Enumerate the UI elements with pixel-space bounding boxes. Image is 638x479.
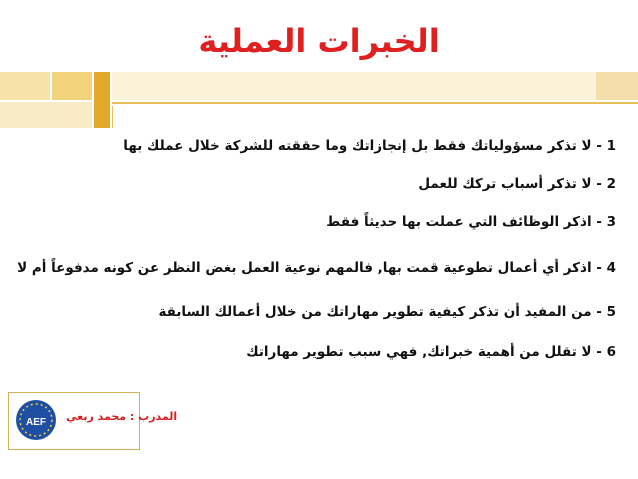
decorative-grid-band [0,72,638,128]
item-text: لا تذكر أسباب تركك للعمل [418,176,592,192]
list-item [246,344,616,360]
item-text: من المفيد أن تذكر كيفية تطوير مهاراتك من خلال أعمالك السابقة [158,304,592,320]
item-number: 5 - [596,304,616,320]
list-item [123,138,616,154]
list-item [418,176,616,192]
list-item [326,214,616,230]
item-number: 2 - [596,176,616,192]
list-item [17,260,616,276]
list-item [158,304,616,320]
item-text: اذكر الوظائف التي عملت بها حديثاً فقط [326,214,592,230]
aef-logo [14,398,58,442]
slide-title: الخبرات العملية [198,22,440,60]
item-number: 1 - [596,138,616,154]
item-number: 4 - [596,260,616,276]
logo-text: AEF [26,417,46,428]
item-number: 3 - [596,214,616,230]
item-number: 6 - [596,344,616,360]
item-text: لا تقلل من أهمية خبراتك, فهي سبب تطوير مهاراتك [246,344,592,360]
item-text: لا تذكر مسؤولياتك فقط بل إنجازاتك وما حققته للشركة خلال عملك بها [123,138,592,154]
trainer-name: المدرب : محمد ربعي [66,410,178,423]
item-text: اذكر أي أعمال تطوعية قمت بها, فالمهم نوعية العمل بغض النظر عن كونه مدفوعاً أم لا [17,260,592,276]
